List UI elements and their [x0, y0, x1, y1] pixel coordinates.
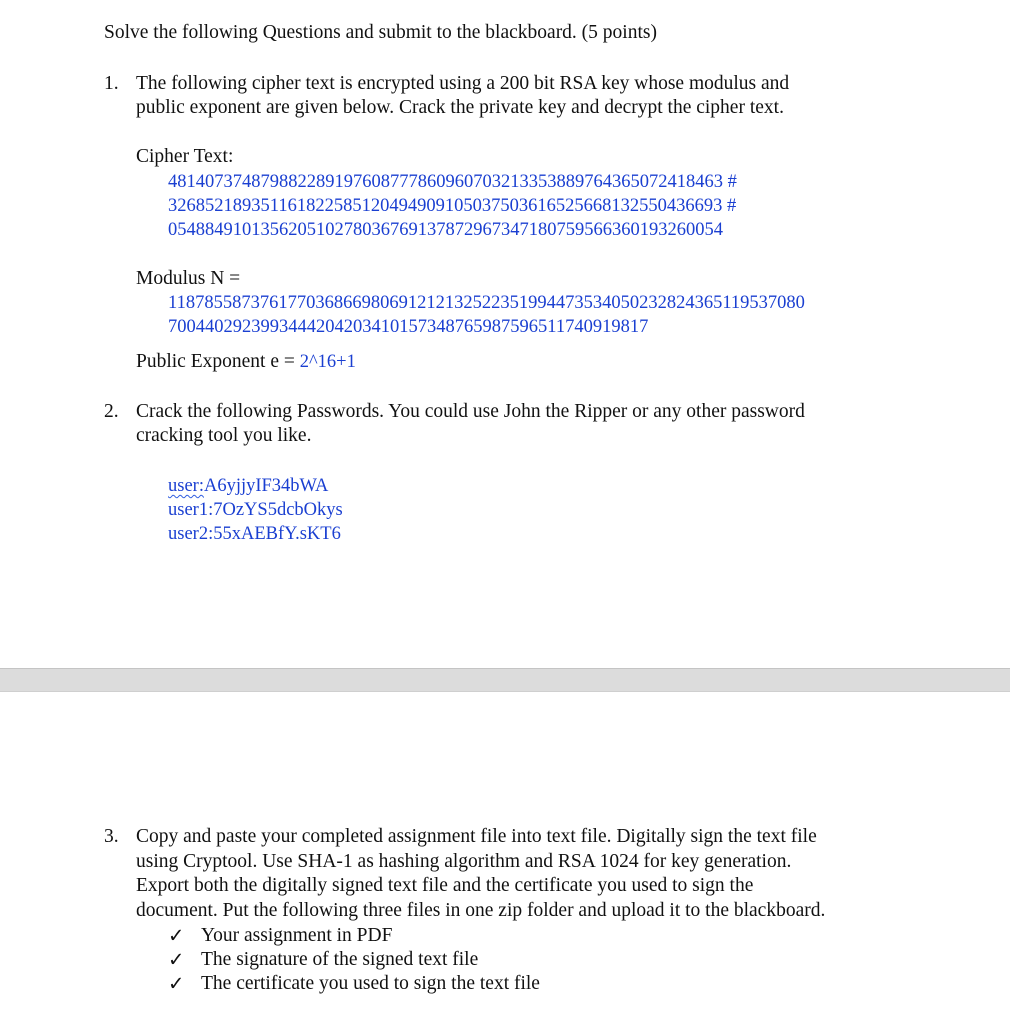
- password-entry: [168, 522, 341, 546]
- page-break-divider: [0, 668, 1010, 692]
- checkmark-icon: ✓: [168, 948, 185, 971]
- q2-text-line-1: Crack the following Passwords. You could use John the Ripper or any other password: [136, 401, 805, 422]
- password-hash: 55xAEBfY.sKT6: [213, 524, 341, 544]
- cipher-text-line: 481407374879882289197608777860960703213353889764365072418463 #: [168, 172, 737, 192]
- password-user: user1:: [168, 500, 214, 520]
- password-entry: [168, 474, 328, 498]
- password-hash: 7OzYS5dcbOkys: [213, 500, 343, 520]
- q3-text-line: Copy and paste your completed assignment file into text file. Digitally sign the text file: [136, 826, 817, 847]
- public-exponent-value: 2^16+1: [299, 352, 356, 372]
- q1-text-line-2: public exponent are given below. Crack the private key and decrypt the cipher text.: [136, 97, 784, 118]
- cipher-text-label: Cipher Text:: [136, 146, 234, 167]
- q2-number: 2.: [104, 401, 119, 422]
- q2-text-line-2: cracking tool you like.: [136, 425, 312, 446]
- public-exponent-label: Public Exponent e =: [136, 351, 300, 372]
- checklist-item: The signature of the signed text file: [201, 949, 479, 970]
- q1-text-line-1: The following cipher text is encrypted using a 200 bit RSA key whose modulus and: [136, 73, 790, 94]
- cipher-text-line: 326852189351161822585120494909105037503616525668132550436693 #: [168, 196, 737, 216]
- checkmark-icon: ✓: [168, 924, 185, 947]
- q3-text-line: using Cryptool. Use SHA-1 as hashing algorithm and RSA 1024 for key generation.: [136, 851, 792, 872]
- q3-text-line: document. Put the following three files in one zip folder and upload it to the blackboard.: [136, 900, 826, 921]
- q3-text-line: Export both the digitally signed text file and the certificate you used to sign the: [136, 875, 754, 896]
- document-page-2: [0, 692, 1010, 1024]
- public-exponent-row: [136, 350, 356, 374]
- password-hash: A6yjjyIF34bWA: [203, 476, 329, 496]
- password-entry: [168, 498, 343, 522]
- checklist-item: Your assignment in PDF: [201, 925, 393, 946]
- password-user: user2:: [168, 524, 214, 544]
- modulus-line: 118785587376177036866980691212132522351994473534050232824365119537080: [168, 293, 805, 313]
- cipher-text-line: 054884910135620510278036769137872967347180759566360193260054: [168, 220, 723, 240]
- checklist-item: The certificate you used to sign the text file: [201, 973, 540, 994]
- checkmark-icon: ✓: [168, 972, 185, 995]
- intro-text: Solve the following Questions and submit to the blackboard. (5 points): [104, 22, 657, 43]
- q1-number: 1.: [104, 73, 119, 94]
- password-user: user:: [168, 476, 204, 496]
- modulus-line: 7004402923993444204203410157348765987596511740919817: [168, 317, 649, 337]
- modulus-label: Modulus N =: [136, 268, 241, 289]
- q3-number: 3.: [104, 826, 119, 847]
